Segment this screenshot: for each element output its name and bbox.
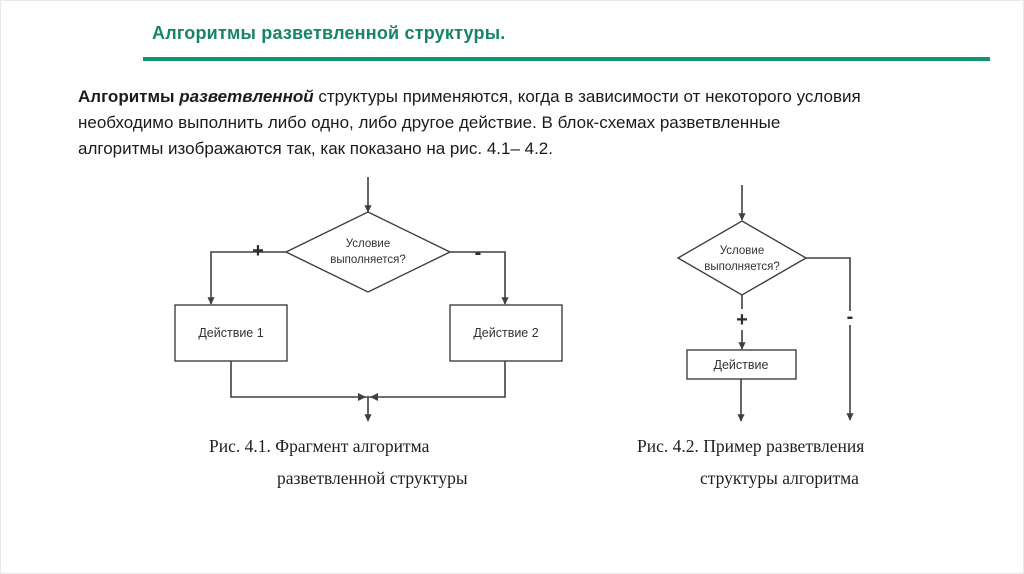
plus-branch-label: + [736, 309, 748, 331]
decision-diamond [678, 221, 806, 295]
paragraph-line-3: алгоритмы изображаются так, как показано на рис. 4.1– 4.2. [78, 139, 553, 158]
flowchart-fig-4-2 [650, 170, 930, 430]
action1-label: Действие 1 [198, 326, 264, 340]
page-title: Алгоритмы разветвленной структуры. [152, 23, 506, 43]
false-branch-wire-upper [806, 258, 850, 311]
merge-arrowhead-right [370, 393, 378, 401]
minus-branch-label: - [846, 306, 854, 328]
intro-paragraph [78, 84, 918, 162]
condition-text-line1: Условие [719, 245, 765, 257]
condition-text-line1: Условие [345, 238, 391, 250]
minus-branch-label: - [474, 242, 482, 264]
flowchart-fig-4-1 [160, 170, 580, 430]
fig-4-2-caption-line2: структуры алгоритма [700, 468, 859, 488]
decision-diamond [286, 212, 450, 292]
paragraph-line-1 [78, 84, 918, 110]
condition-text-line2: выполняется? [704, 261, 780, 273]
action2-label: Действие 2 [473, 326, 539, 340]
paragraph-bold-italic-word: разветвленной [179, 87, 319, 106]
paragraph-bold-word: Алгоритмы [78, 87, 180, 106]
condition-text-line2: выполняется? [330, 254, 406, 266]
plus-branch-label: + [252, 240, 264, 262]
fig-4-2-caption-line1: Рис. 4.2. Пример разветвления [637, 436, 865, 456]
merge-wire [231, 361, 505, 397]
title-underline-rule [143, 57, 990, 61]
fig-4-1-caption-line1: Рис. 4.1. Фрагмент алгоритма [209, 436, 430, 456]
action-label: Действие [713, 358, 769, 372]
fig-4-1-caption-line2: разветвленной структуры [277, 468, 468, 488]
true-branch-wire [211, 252, 286, 304]
paragraph-line-2: необходимо выполнить либо одно, либо другое действие. В блок-схемах разветвленные [78, 113, 781, 132]
merge-arrowhead-left [358, 393, 366, 401]
paragraph-line1-rest: структуры применяются, когда в зависимости от некоторого условия [318, 87, 861, 106]
